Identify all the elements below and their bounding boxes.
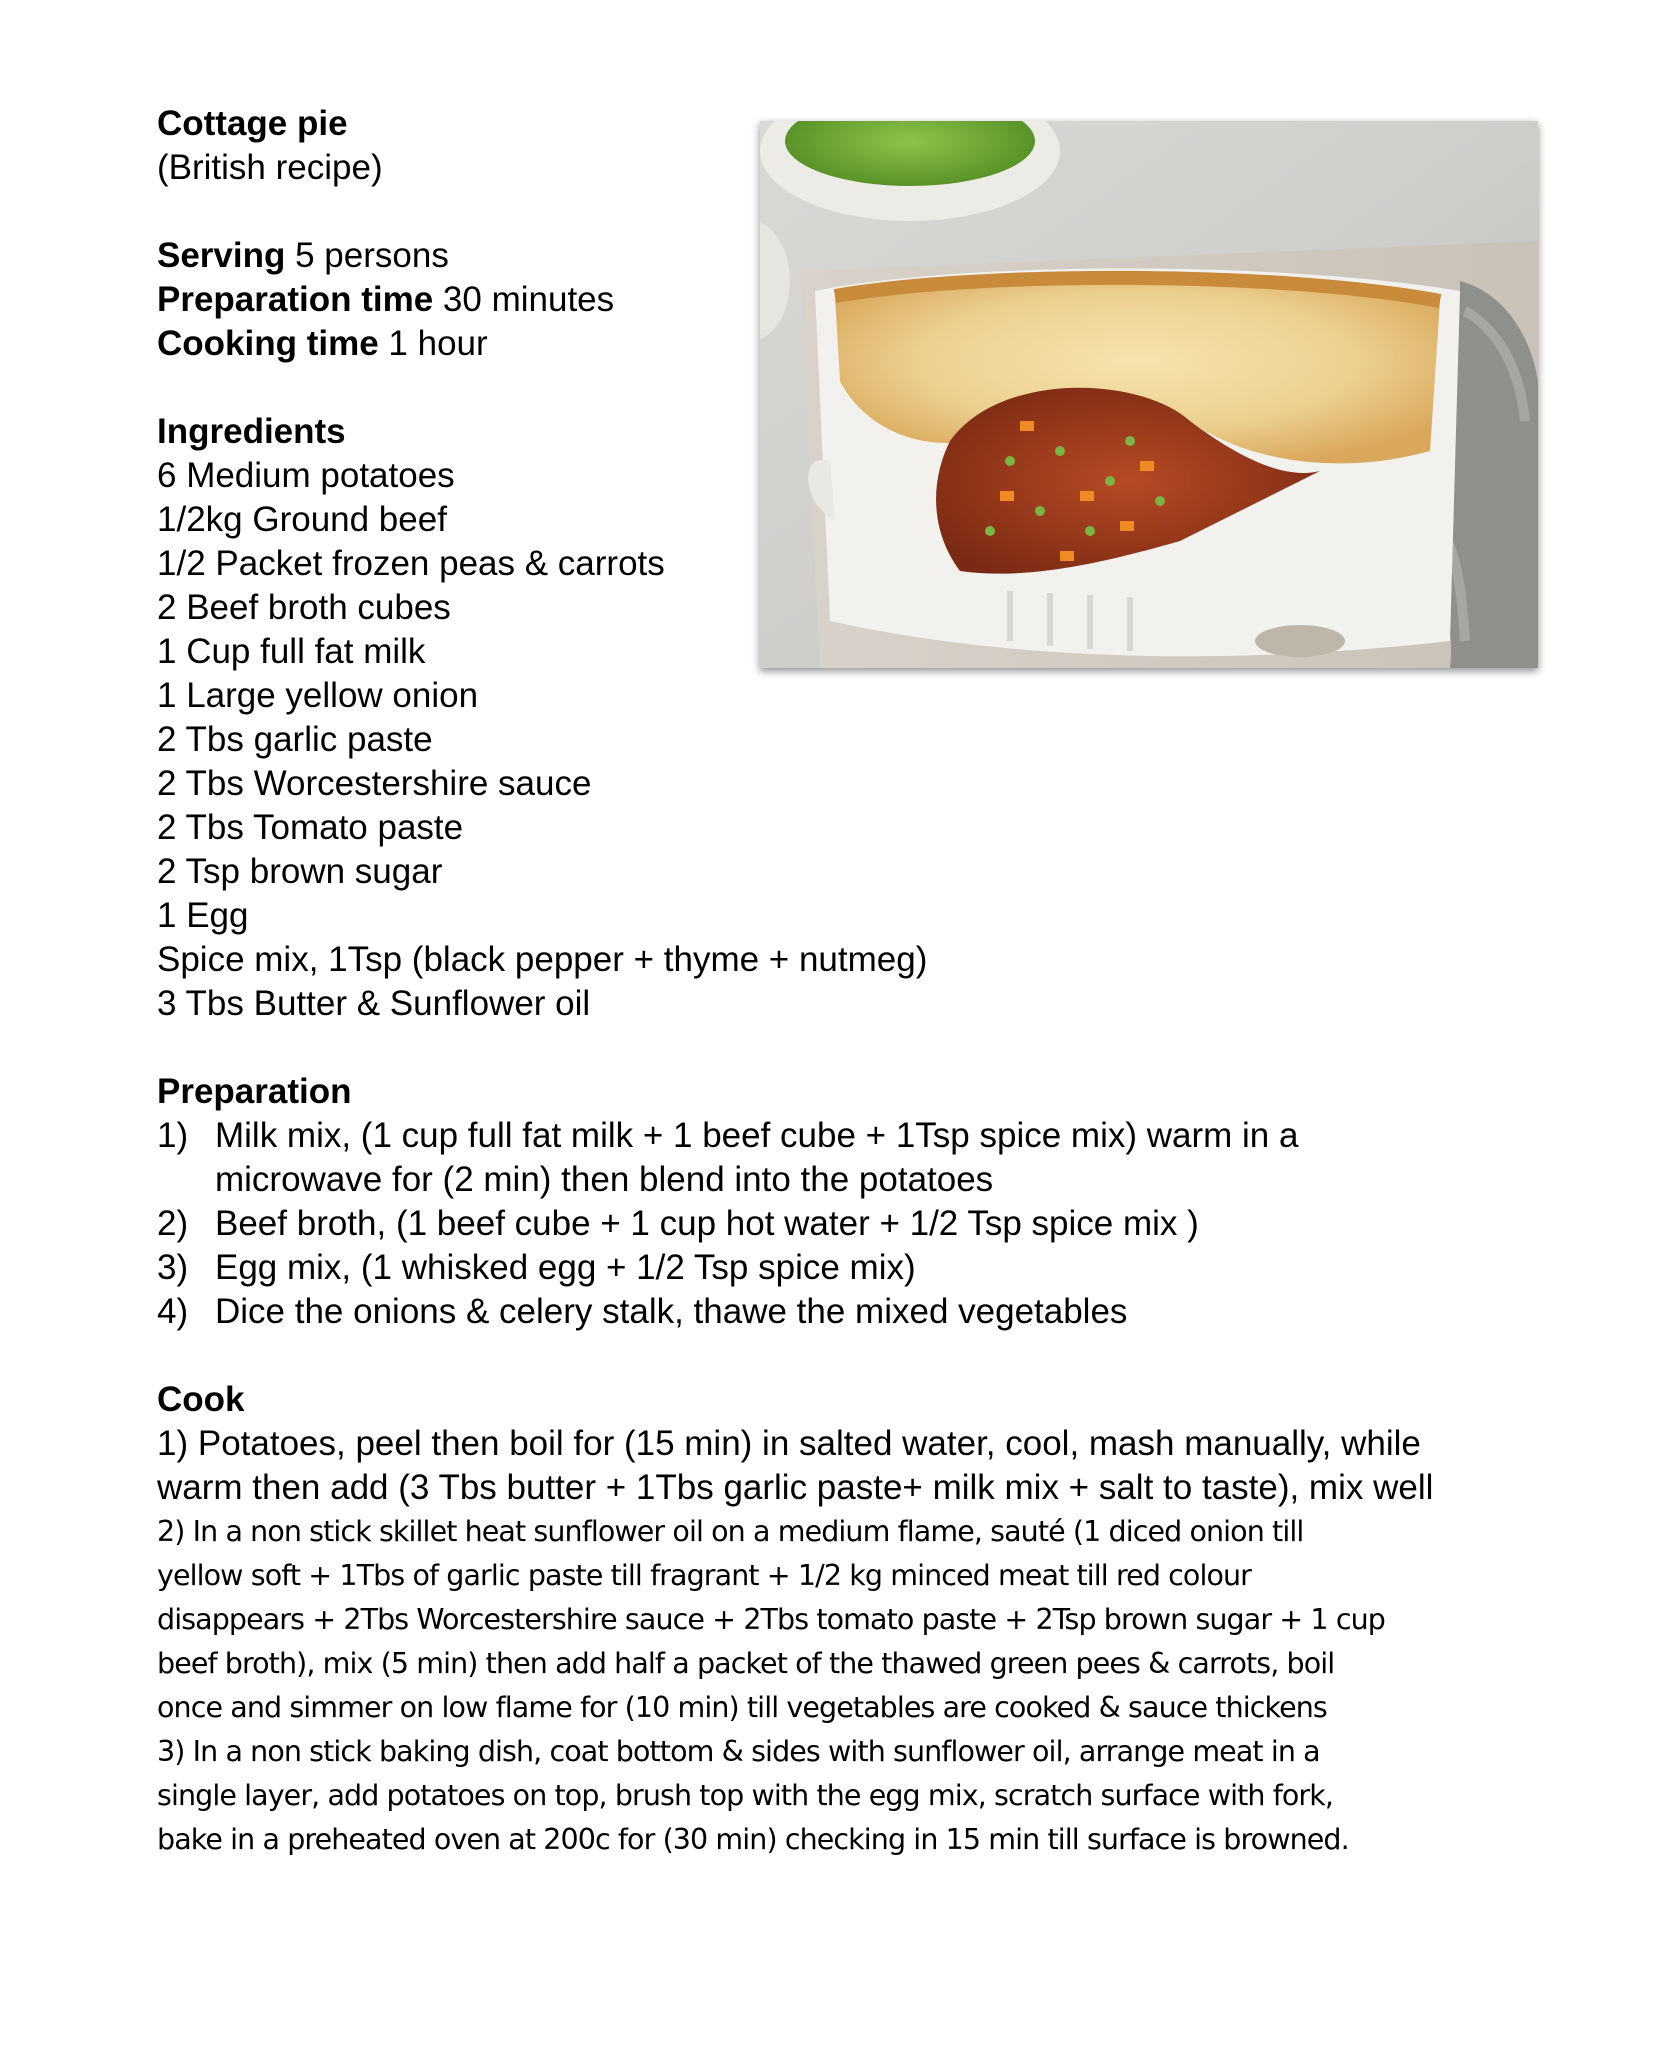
- ingredient-item: 2 Beef broth cubes: [157, 588, 451, 627]
- cook-step-line: warm then add (3 Tbs butter + 1Tbs garlic paste+ milk mix + salt to taste), mix well: [157, 1468, 1434, 1507]
- spoon: [1255, 625, 1345, 657]
- ingredient-item: 2 Tsp brown sugar: [157, 852, 443, 891]
- ingredient-item: 1 Large yellow onion: [157, 676, 479, 715]
- ingredient-item: 2 Tbs Tomato paste: [157, 808, 464, 847]
- ingredient-item: Spice mix, 1Tsp (black pepper + thyme + nutmeg): [157, 940, 928, 979]
- ingredient-item: 1 Cup full fat milk: [157, 632, 426, 671]
- cook-step-line: 1) Potatoes, peel then boil for (15 min) in salted water, cool, mash manually, while: [157, 1424, 1421, 1463]
- prep-step-number: 2): [157, 1204, 189, 1243]
- recipe-title: Cottage pie: [157, 104, 348, 143]
- cook-step-line: bake in a preheated oven at 200c for (30 min) checking in 15 min till surface is browned.: [157, 1823, 1349, 1856]
- prep-time-label: Preparation time: [157, 280, 434, 319]
- prep-step-text: Dice the onions & celery stalk, thawe the mixed vegetables: [215, 1292, 1128, 1331]
- prep-step-number: 4): [157, 1292, 189, 1331]
- prep-step-text: Milk mix, (1 cup full fat milk + 1 beef cube + 1Tsp spice mix) warm in a: [215, 1116, 1299, 1155]
- cook-time-line: [157, 322, 488, 366]
- serving-label: Serving: [157, 236, 286, 275]
- cottage-pie-photo: [760, 121, 1538, 668]
- prep-time-value: 30 minutes: [433, 280, 615, 319]
- prep-time-line: [157, 278, 614, 322]
- recipe-subtitle: (British recipe): [157, 148, 383, 187]
- cook-time-label: Cooking time: [157, 324, 379, 363]
- cook-time-value: 1 hour: [378, 324, 488, 363]
- cook-step-line: 2) In a non stick skillet heat sunflower oil on a medium flame, sauté (1 diced onion till: [157, 1515, 1304, 1548]
- prep-step-text: Beef broth, (1 beef cube + 1 cup hot water + 1/2 Tsp spice mix ): [215, 1204, 1199, 1243]
- cook-step-line: beef broth), mix (5 min) then add half a packet of the thawed green pees & carrots, boil: [157, 1647, 1335, 1680]
- cook-step-line: once and simmer on low flame for (10 min) till vegetables are cooked & sauce thickens: [157, 1691, 1327, 1724]
- ingredient-item: 1 Egg: [157, 896, 249, 935]
- prep-step-text: Egg mix, (1 whisked egg + 1/2 Tsp spice mix): [215, 1248, 916, 1287]
- cook-step-line: disappears + 2Tbs Worcestershire sauce + 2Tbs tomato paste + 2Tsp brown sugar + 1 cup: [157, 1603, 1385, 1636]
- prep-step-number: 1): [157, 1116, 189, 1155]
- cook-step-line: yellow soft + 1Tbs of garlic paste till fragrant + 1/2 kg minced meat till red colour: [157, 1559, 1252, 1592]
- ingredient-item: 1/2 Packet frozen peas & carrots: [157, 544, 665, 583]
- ingredient-item: 2 Tbs Worcestershire sauce: [157, 764, 592, 803]
- prep-step-number: 3): [157, 1248, 189, 1287]
- ingredients-heading: Ingredients: [157, 412, 346, 451]
- ingredient-item: 3 Tbs Butter & Sunflower oil: [157, 984, 591, 1023]
- preparation-heading: Preparation: [157, 1072, 352, 1111]
- cook-step-line: 3) In a non stick baking dish, coat bottom & sides with sunflower oil, arrange meat in a: [157, 1735, 1320, 1768]
- cook-heading: Cook: [157, 1380, 245, 1419]
- ingredient-item: 1/2kg Ground beef: [157, 500, 447, 539]
- serving-line: [157, 234, 449, 278]
- ingredient-item: 2 Tbs garlic paste: [157, 720, 433, 759]
- ingredient-item: 6 Medium potatoes: [157, 456, 455, 495]
- cook-step-line: single layer, add potatoes on top, brush top with the egg mix, scratch surface with fork,: [157, 1779, 1333, 1812]
- prep-step-text: microwave for (2 min) then blend into the potatoes: [215, 1160, 994, 1199]
- serving-value: 5 persons: [285, 236, 449, 275]
